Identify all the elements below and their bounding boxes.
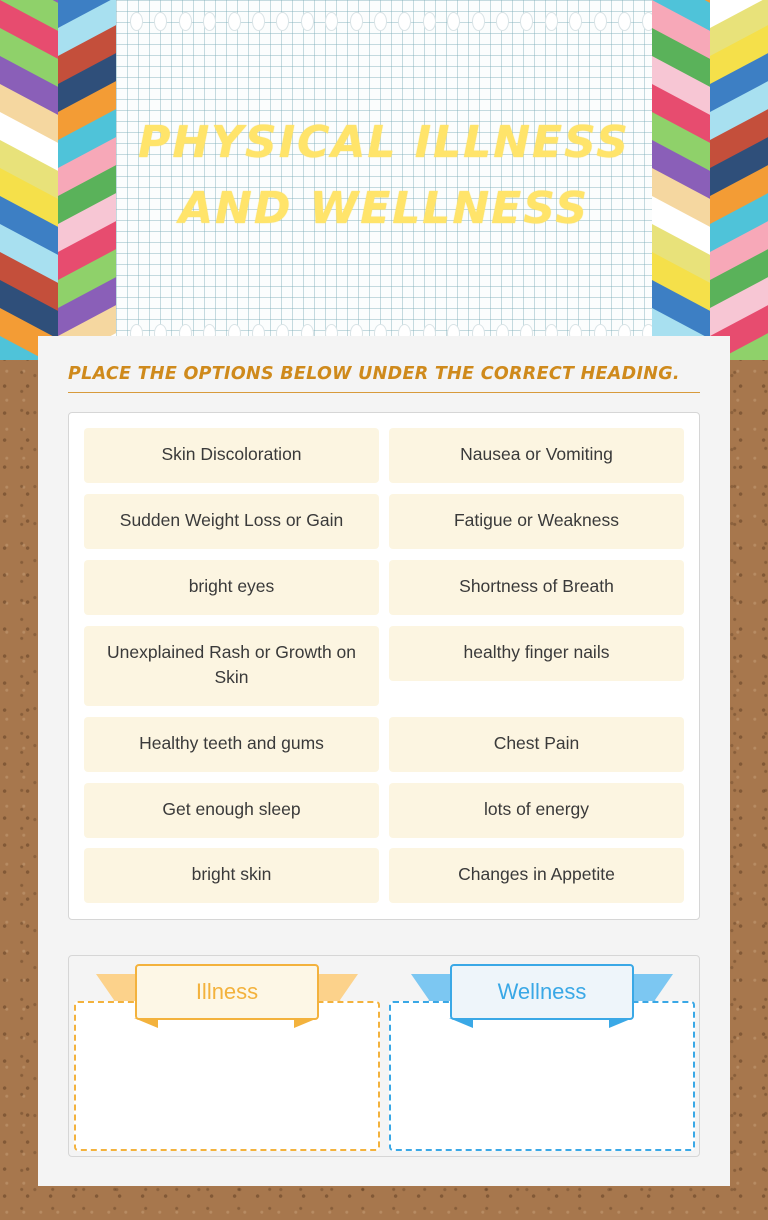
drop-zones-container	[68, 955, 700, 1157]
notebook-hole	[423, 12, 436, 31]
notebook-hole	[447, 12, 460, 31]
worksheet-card	[38, 336, 730, 1186]
illness-zone	[74, 956, 380, 1158]
notebook-hole	[545, 12, 558, 31]
draggable-option[interactable]: healthy finger nails	[389, 626, 684, 681]
draggable-option[interactable]: Sudden Weight Loss or Gain	[84, 494, 379, 549]
draggable-option[interactable]: Healthy teeth and gums	[84, 717, 379, 772]
notebook-hole	[203, 12, 216, 31]
chevron-stripe-column	[710, 0, 768, 360]
illness-heading: Illness	[135, 964, 319, 1020]
draggable-option[interactable]: Nausea or Vomiting	[389, 428, 684, 483]
notebook-hole	[520, 12, 533, 31]
notebook-holes-top	[116, 12, 652, 32]
notebook-hole	[496, 12, 509, 31]
chevron-stripe-column	[58, 0, 116, 360]
notebook-hole	[594, 12, 607, 31]
chevron-pattern-left	[0, 0, 116, 360]
illness-drop-area[interactable]	[74, 1001, 380, 1151]
chevron-pattern-right	[652, 0, 768, 360]
notebook-hole	[569, 12, 582, 31]
notebook-hole	[350, 12, 363, 31]
notebook-hole	[276, 12, 289, 31]
notebook-hole	[154, 12, 167, 31]
draggable-option[interactable]: Chest Pain	[389, 717, 684, 772]
instruction-heading: PLACE THE OPTIONS BELOW UNDER THE CORRECT HEADING.	[68, 364, 700, 393]
page-title: PHYSICAL ILLNESS AND WELLNESS	[138, 117, 630, 234]
notebook-hole	[252, 12, 265, 31]
draggable-option[interactable]: Unexplained Rash or Growth on Skin	[84, 626, 379, 706]
notebook-hole	[301, 12, 314, 31]
draggable-option[interactable]: Changes in Appetite	[389, 848, 684, 903]
notebook-hole	[472, 12, 485, 31]
draggable-option[interactable]: Skin Discoloration	[84, 428, 379, 483]
draggable-option[interactable]: Get enough sleep	[84, 783, 379, 838]
notebook-hole	[398, 12, 411, 31]
draggable-option[interactable]: Fatigue or Weakness	[389, 494, 684, 549]
draggable-option[interactable]: bright eyes	[84, 560, 379, 615]
options-container	[68, 412, 700, 920]
draggable-option[interactable]: lots of energy	[389, 783, 684, 838]
notebook-hole	[228, 12, 241, 31]
wellness-drop-area[interactable]	[389, 1001, 695, 1151]
chevron-stripe-column	[0, 0, 58, 360]
notebook-hole	[325, 12, 338, 31]
wellness-heading: Wellness	[450, 964, 634, 1020]
graph-paper	[116, 0, 652, 360]
notebook-hole	[374, 12, 387, 31]
notebook-hole	[618, 12, 631, 31]
chevron-stripe-column	[652, 0, 710, 360]
draggable-option[interactable]: Shortness of Breath	[389, 560, 684, 615]
notebook-hole	[179, 12, 192, 31]
header-banner	[0, 0, 768, 360]
draggable-option[interactable]: bright skin	[84, 848, 379, 903]
wellness-zone	[389, 956, 695, 1158]
notebook-hole	[130, 12, 143, 31]
